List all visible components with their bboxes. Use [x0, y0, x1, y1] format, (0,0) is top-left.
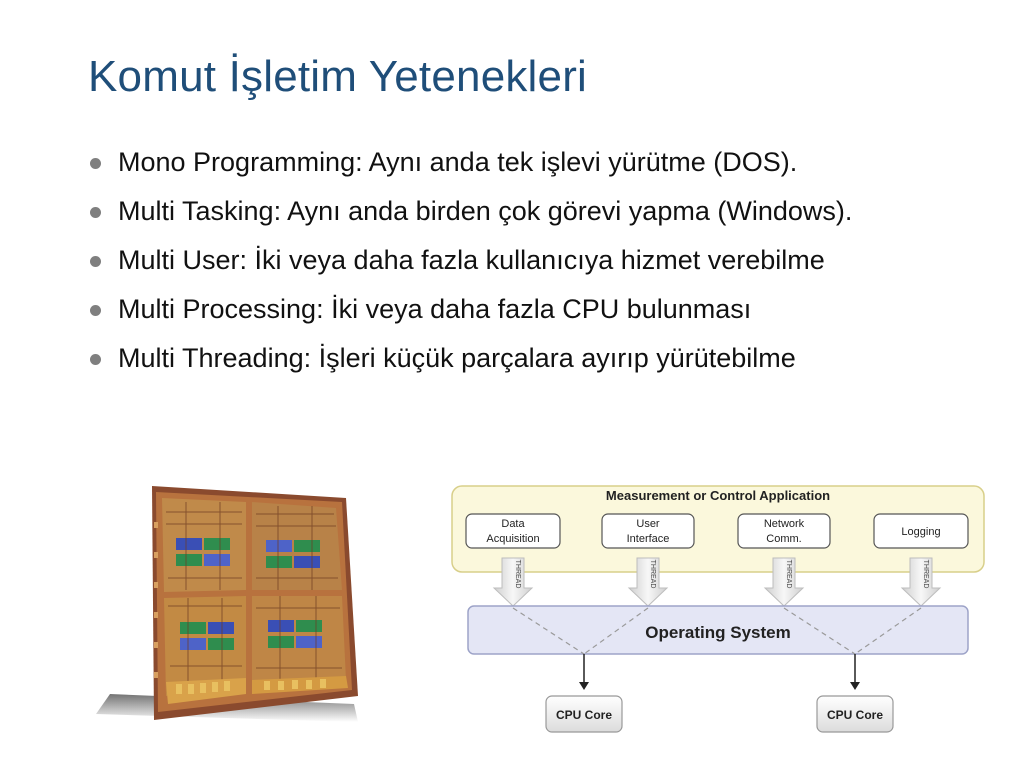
bullet-dot-icon	[90, 305, 101, 316]
bullet-list	[88, 138, 852, 383]
bullet-item	[88, 187, 852, 236]
svg-text:THREAD: THREAD	[514, 559, 521, 589]
module-user-interface	[602, 514, 694, 548]
svg-text:CPU Core: CPU Core	[826, 708, 884, 722]
svg-text:THREAD: THREAD	[785, 559, 792, 589]
bullet-dot-icon	[90, 256, 101, 267]
module-network-comm	[738, 514, 830, 548]
bullet-dot-icon	[90, 354, 101, 365]
bullet-dot-icon	[90, 207, 101, 218]
svg-text:Comm.: Comm.	[766, 533, 802, 545]
bullet-text: Multi Tasking: Aynı anda birden çok görevi yapma (Windows).	[118, 196, 853, 226]
bullet-item	[88, 236, 852, 285]
svg-text:User: User	[636, 518, 660, 530]
cpu-core-box	[546, 696, 622, 732]
bullet-item	[88, 334, 852, 383]
svg-text:Acquisition: Acquisition	[486, 533, 540, 545]
core-arrow-icon	[850, 654, 860, 690]
bullet-text: Multi Threading: İşleri küçük parçalara ayırıp yürütebilme	[118, 343, 796, 373]
svg-text:THREAD: THREAD	[649, 559, 656, 589]
bullet-text: Mono Programming: Aynı anda tek işlevi yürütme (DOS).	[118, 147, 798, 177]
bullet-dot-icon	[90, 158, 101, 169]
cpu-core-box	[817, 696, 893, 732]
svg-text:Logging: Logging	[901, 526, 941, 538]
module-data-acquisition	[466, 514, 560, 548]
svg-text:THREAD: THREAD	[922, 559, 929, 589]
bullet-item	[88, 138, 852, 187]
svg-text:CPU Core: CPU Core	[555, 708, 613, 722]
core-arrow-icon	[579, 654, 589, 690]
slide-title: Komut İşletim Yetenekleri	[88, 52, 588, 101]
bullet-text: Multi User: İki veya daha fazla kullanıcıya hizmet verebilme	[118, 245, 825, 275]
architecture-diagram	[448, 482, 988, 742]
svg-text:Data: Data	[501, 518, 525, 530]
svg-text:Interface: Interface	[626, 533, 670, 545]
svg-text:Network: Network	[763, 518, 805, 530]
application-title: Measurement or Control Application	[605, 488, 831, 503]
module-logging	[874, 514, 968, 548]
bullet-item	[88, 285, 852, 334]
processor-die-image	[96, 482, 364, 732]
operating-system-label: Operating System	[645, 623, 791, 642]
bullet-text: Multi Processing: İki veya daha fazla CPU bulunması	[118, 294, 752, 324]
